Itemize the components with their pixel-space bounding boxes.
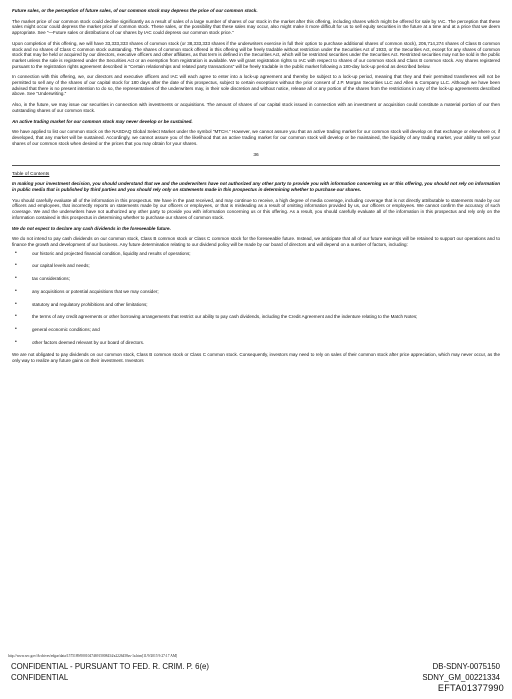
paragraph: Upon completion of this offering, we will have 33,333,333 shares of common stock (or 38,333,333 shares if the underwriters exercise in full their option to purchase additional shares of common stock), 206,714,274 shares of Class B common stock and no shares of Class C common stock outstanding. The shares of common stock offered in this offering will be freely tradable without restriction under the Securities Act of 1933, or the Securities Act, except for any shares of common stock that may be held or acquired by our directors, executive officers and other affiliates, as that term is defined in the Securities Act, which will be restricted securities under the Securities Act. Restricted securities may not be sold in the public market unless the sale is registered under the Securities Act or an exemption from registration is available. We will grant registration rights to IAC with respect to shares of our common stock and Class B common stock. Any shares registered pursuant to the registration rights agreement described in "Certain relationships and related party transactions" will be freely tradable in the public market following a 180-day lock-up period as described below. [12, 40, 500, 69]
dividend-factors-list [12, 251, 500, 346]
bullet-icon: • [15, 249, 17, 256]
paragraph: We do not intend to pay cash dividends on our common stock, Class B common stock or Class C common stock for the foreseeable future. Instead, we anticipate that all of our future earnings will be retained to support our operations and to finance the growth and development of our business. Any future determination relating to our dividend policy will be made by our board of directors and will depend on a number of factors, including: [12, 236, 500, 247]
list-item: • tax considerations; [15, 275, 70, 282]
bullet-icon: • [15, 275, 17, 282]
list-item: • other factors deemed relevant by our board of directors. [15, 338, 145, 345]
page-number: 36 [253, 153, 259, 159]
paragraph: Also, in the future, we may issue our securities in connection with investments or acquisitions. The amount of shares of our capital stock issued in connection with an investment or acquisition could constitute a material portion of our then outstanding shares of our common stock. [12, 102, 500, 113]
confidentiality-notice: CONFIDENTIAL - PURSUANT TO FED. R. CRIM. P. 6(e) [11, 662, 209, 671]
bullet-icon: • [15, 262, 17, 269]
page-divider [12, 165, 500, 166]
paragraph: In connection with this offering, we, our directors and executive officers and IAC will each agree to enter into a lock-up agreement and thereby be subject to a lock-up period, meaning that they and their permitted transferees will not be permitted to sell any of the shares of our capital stock for 180 days after the date of this prospectus, subject to certain exceptions without the prior consent of J.P. Morgan Securities LLC and Allen & Company LLC. Although we have been advised that there is no present intention to do so, the representatives of the underwriters may, in their sole discretion and without notice, release all or any portion of the shares from the restrictions in any of the lock-up agreements described above. See "Underwriting." [12, 74, 500, 97]
list-item: • the terms of any credit agreements or other borrowing arrangements that restrict our ability to pay cash dividends, including the Credit Agreement and the indenture relating to the Match Notes; [15, 313, 418, 320]
source-url: http://www.sec.gov/Archives/edgar/data/1575189/000104746915008434/a2226458zs-1a.htm[11/9/2015 9:27:17 AM] [8, 654, 178, 658]
table-of-contents-link[interactable]: Table of Contents [12, 172, 50, 178]
bullet-icon: • [15, 300, 17, 307]
list-item: • general economic conditions; and [15, 325, 100, 332]
list-item: • our historic and projected financial condition, liquidity and results of operations; [15, 249, 191, 256]
bullet-icon: • [15, 325, 17, 332]
section-heading-dividends: We do not expect to declare any cash dividends in the foreseeable future. [12, 225, 171, 231]
bullet-icon: • [15, 338, 17, 345]
list-item: • any acquisitions or potential acquisitions that we may consider; [15, 287, 159, 294]
list-item: • statutory and regulatory prohibitions and other limitations; [15, 300, 148, 307]
list-item: • our capital levels and needs; [15, 262, 90, 269]
bullet-icon: • [15, 287, 17, 294]
efta-number: EFTA01377990 [437, 683, 504, 693]
paragraph: We are not obligated to pay dividends on our common stock, Class B common stock or Class C common stock. Consequently, investors may need to rely on sales of their common stock after price appreciation, which may never occur, as the only way to realize any future gains on their investment. Investors [12, 352, 500, 364]
section-heading-trading-market: An active trading market for our common stock may never develop or be sustained. [12, 118, 193, 124]
section-heading-future-sales: Future sales, or the perception of future sales, of our common stock may depress the price of our common stock. [12, 8, 258, 13]
paragraph: We have applied to list our common stock on the NASDAQ Global Select Market under the symbol "MTCH." However, we cannot assure you that an active trading market for our common stock will develop on that exchange or elsewhere or, if developed, that any market will be sustained. Accordingly, we cannot assure you of the likelihood that an active trading market for our common stock will develop or be maintained, the liquidity of any trading market, your ability to sell your shares of our common stock when desired or the prices that you may obtain for your shares. [12, 129, 500, 146]
bates-number: DB-SDNY-0075150 [432, 662, 500, 671]
bullet-icon: • [15, 313, 17, 320]
bates-number-secondary: SDNY_GM_00221334 [422, 673, 500, 682]
paragraph: You should carefully evaluate all of the information in this prospectus. We have in the past received, and may continue to receive, a high degree of media coverage, including coverage that is not directly attributable to statements made by our officers and employees, that incorrectly reports on statements made by our officers or employees, or that is misleading as a result of omitting information provided by us, our officers or employees. We cannot confirm the accuracy of such coverage. We and the underwriters have not authorized any other party to provide you with information concerning us or this offering. As a result, you should carefully evaluate all of the information in this prospectus and rely only on the information contained in this prospectus in determining whether to purchase our shares of common stock. [12, 197, 500, 220]
paragraph: The market price of our common stock could decline significantly as a result of sales of a large number of shares of our stock in the market after this offering, including shares which might be offered for sale by IAC. The perception that these sales might occur could depress the market price of common stock. These sales, or the possibility that these sales may occur, also might make it more difficult for us to sell equity securities in the future at a time and at a price that we deem appropriate. See "—Future sales or distributions of our shares by IAC could depress our common stock price." [12, 18, 500, 36]
section-heading-investment-decision: In making your investment decision, you should understand that we and the underwriters have not authorized any other party to provide you with information concerning us or this offering, you should not rely on information in public media that is published by third parties and you should rely only on statements made in this prospectus in determining whether to purchase our shares. [12, 181, 500, 193]
confidentiality-label: CONFIDENTIAL [11, 673, 69, 682]
document-body [12, 8, 500, 364]
